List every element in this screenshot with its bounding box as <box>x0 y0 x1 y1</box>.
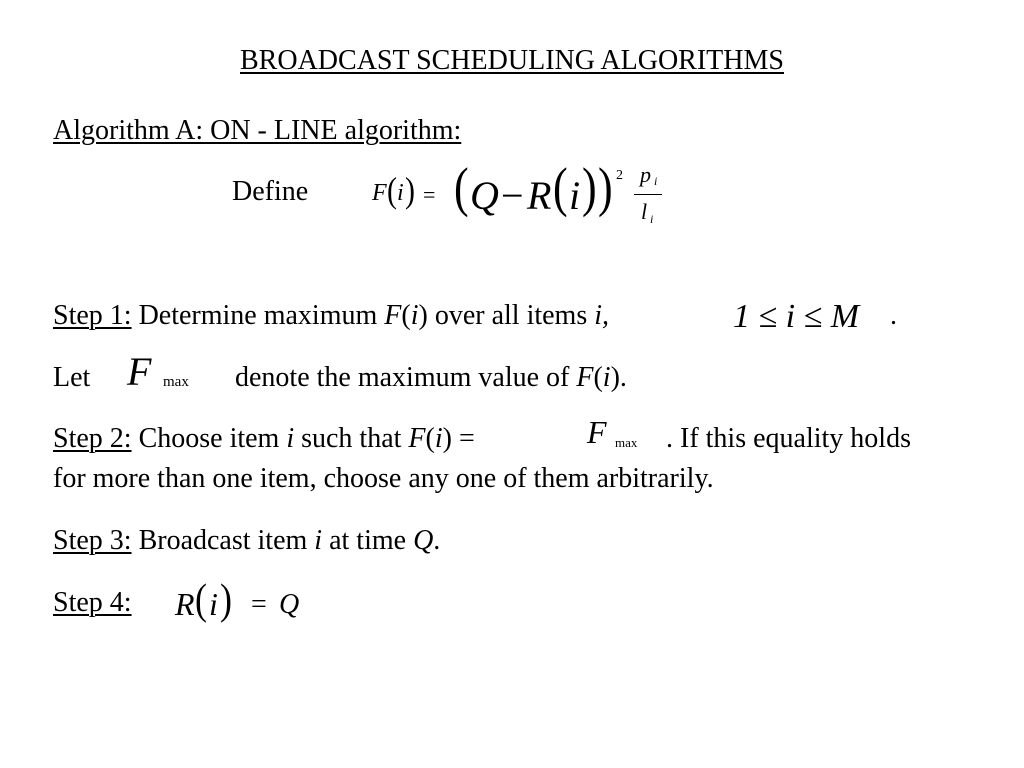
algorithm-heading: Algorithm A: ON - LINE algorithm: <box>53 115 462 146</box>
step2-F-max-sub: max <box>615 435 638 450</box>
formula-Q: Q <box>470 173 499 218</box>
formula-F: F <box>372 180 387 206</box>
let-text-line <box>235 364 627 392</box>
formula-open-paren-2: ( <box>553 156 568 219</box>
fraction-numerator-sub: i <box>654 174 658 188</box>
step1-F: F <box>384 300 402 331</box>
slide-title: BROADCAST SCHEDULING ALGORITHMS <box>240 45 784 76</box>
step4-Q: Q <box>279 589 300 620</box>
formula-i: i <box>397 180 404 206</box>
step3-text-a: Broadcast item <box>131 525 315 556</box>
step2-text-a: Choose item <box>131 423 287 454</box>
step3-i: i <box>314 525 323 556</box>
step2-text-b: such that <box>294 423 409 454</box>
step4-i: i <box>209 586 218 622</box>
step3-label: Step 3: <box>53 525 132 556</box>
step1-text-b: over all items <box>427 300 595 331</box>
step1-i-2: i, <box>594 300 610 331</box>
step2-i: i <box>286 423 295 454</box>
step1-open: ( <box>401 300 411 331</box>
step4-equals: = <box>251 589 267 620</box>
formula-exponent: 2 <box>616 168 623 183</box>
step1-range: 1 ≤ i ≤ M <box>733 298 860 335</box>
let-text: denote the maximum value of <box>235 362 577 393</box>
formula-open-paren: ( <box>387 170 397 211</box>
fraction-numerator-p: p <box>640 162 651 187</box>
step2-text-c: . If this equality holds <box>666 423 911 454</box>
let-label: Let <box>53 362 91 393</box>
fraction-denominator-l: l <box>641 199 648 224</box>
step2-line <box>53 425 475 453</box>
step3-Q: Q <box>413 525 434 556</box>
step2-label: Step 2: <box>53 423 132 454</box>
fraction-denominator-sub: i <box>650 212 654 226</box>
formula-big-open-paren: ( <box>454 156 469 219</box>
step4-label: Step 4: <box>53 587 132 618</box>
step1-label: Step 1: <box>53 300 132 331</box>
step1-close: ) <box>418 300 428 331</box>
step2-i-2: i <box>434 423 443 454</box>
step1-line <box>53 302 609 330</box>
formula-close-paren: ) <box>405 170 415 211</box>
formula-big-close-paren: ) <box>598 156 613 219</box>
let-F-max: F <box>127 349 152 394</box>
step4-R: R <box>175 586 195 622</box>
let-F: F <box>576 362 594 393</box>
step2-F-max: F <box>587 414 607 450</box>
let-F-max-sub: max <box>163 374 189 390</box>
step3-period: . <box>433 525 441 556</box>
let-open: ( <box>593 362 603 393</box>
step3-line <box>53 527 440 555</box>
step1-period: . <box>890 300 897 331</box>
step4-open: ( <box>195 575 207 623</box>
step3-text-b: at time <box>322 525 414 556</box>
step1-text-a: Determine maximum <box>131 300 385 331</box>
fraction-bar <box>634 194 662 195</box>
formula-i-2: i <box>569 173 581 218</box>
formula-R: R <box>527 173 552 218</box>
step2-open: ( <box>425 423 435 454</box>
formula-equals: = <box>423 182 436 207</box>
step1-i: i <box>410 300 419 331</box>
step2-close: ) = <box>442 423 475 454</box>
step4-close: ) <box>220 575 232 623</box>
define-label: Define <box>232 176 309 207</box>
formula-minus: − <box>501 173 524 218</box>
step2-line-2: for more than one item, choose any one of them arbitrarily. <box>53 463 714 494</box>
let-i: i <box>602 362 611 393</box>
formula-close-paren-2: ) <box>582 156 597 219</box>
step2-F: F <box>408 423 426 454</box>
let-close: ). <box>610 362 627 393</box>
